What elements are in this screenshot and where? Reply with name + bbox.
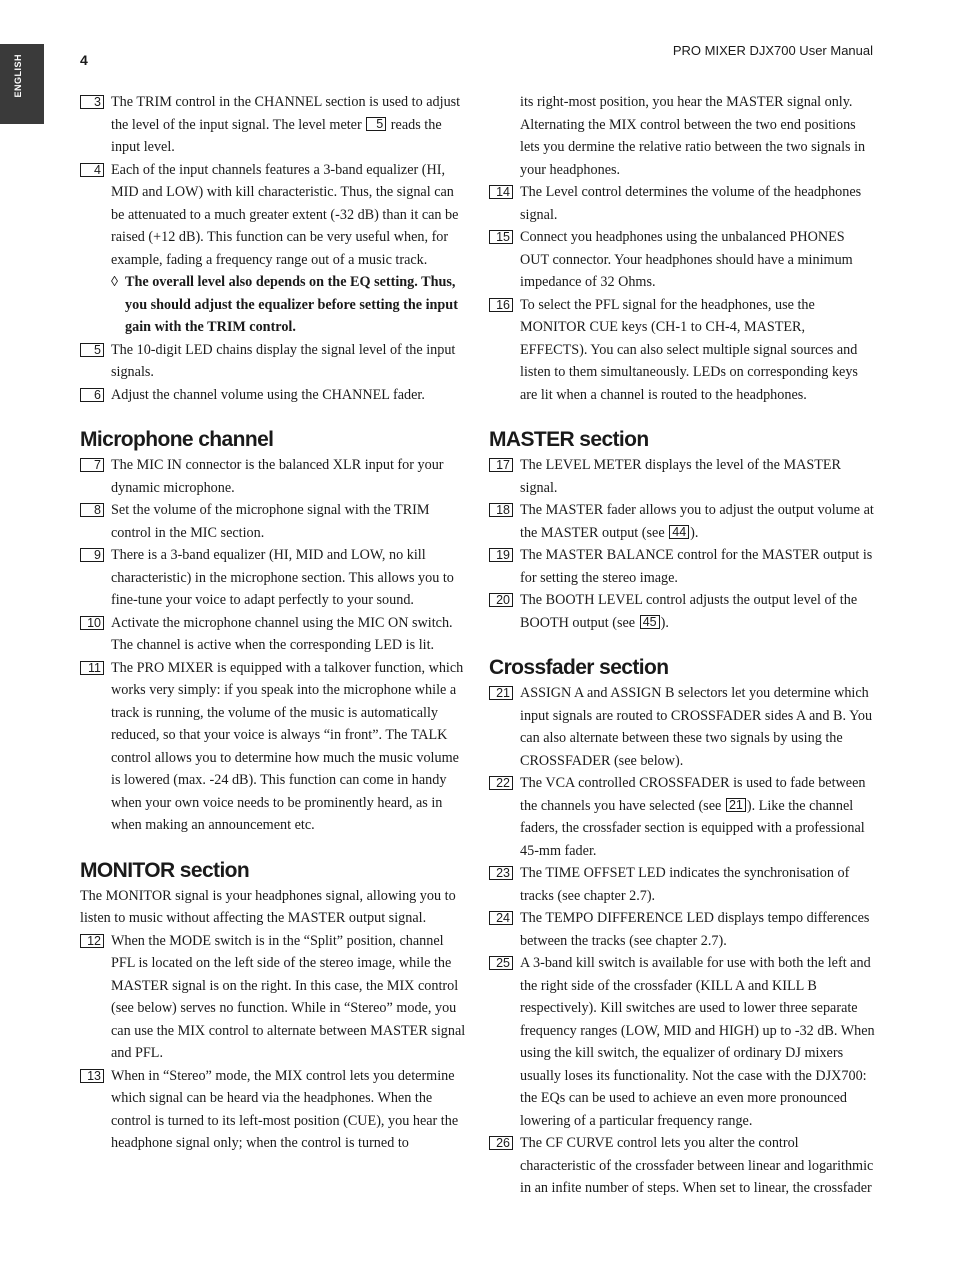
item-number: 12 bbox=[80, 934, 104, 948]
list-item: 19 The MASTER BALANCE control for the MASTER output is for setting the stereo image. bbox=[489, 544, 875, 589]
item-number: 20 bbox=[489, 593, 513, 607]
item-number: 8 bbox=[80, 503, 104, 517]
item-text: The Level control determines the volume of the headphones signal. bbox=[520, 184, 862, 223]
list-item: 4 Each of the input channels features a 3-band equalizer (HI, MID and LOW) with kill characteristic. Thus, the signal can be attenuated to a much greater extent (-32 dB) than it can be raised (+12 dB). This function can be very useful when, for example, fading a frequency range out of a music track. bbox=[80, 159, 466, 272]
item-number: 25 bbox=[489, 956, 513, 970]
item-number: 23 bbox=[489, 866, 513, 880]
list-item bbox=[80, 499, 466, 544]
item-text: When in “Stereo” mode, the MIX control lets you determine which signal can be heard via the headphones. When the control is turned to its left-most position (CUE), you hear the headphone signal only; when the control is turned to bbox=[111, 1067, 459, 1151]
item-number: 13 bbox=[80, 1069, 104, 1083]
list-item bbox=[489, 952, 875, 1132]
list-item bbox=[489, 1132, 875, 1200]
list-item bbox=[489, 226, 875, 294]
item-text: To select the PFL signal for the headphones, use the MONITOR CUE keys (CH-1 to CH-4, MASTER, EFFECTS). You can also select multiple signal sources and listen to them simultaneously. LEDs on corresponding keys are lit when a channel is routed to the headphones. bbox=[520, 296, 858, 403]
item-text: Adjust the channel volume using the CHANNEL fader. bbox=[111, 386, 425, 403]
list-item: 20 The BOOTH LEVEL control adjusts the output level of the BOOTH output (see 45 ). bbox=[489, 589, 875, 634]
list-item: 3 The TRIM control in the CHANNEL section is used to adjust the level of the input signal. The level meter 5 reads the input level. bbox=[80, 91, 466, 159]
item-text: The TEMPO DIFFERENCE LED displays tempo differences between the tracks (see chapter 2.7). bbox=[520, 910, 870, 949]
cross-reference: 44 bbox=[669, 525, 689, 539]
list-item bbox=[80, 544, 466, 612]
list-item bbox=[80, 384, 466, 407]
list-item bbox=[80, 612, 466, 657]
item-text: The PRO MIXER is equipped with a talkover function, which works very simply: if you speak into the microphone while a track is running, the volume of the music is automatically reduced, so that your voice is always “in front”. The TALK control allows you to determine how much the music volume is lowered (max. -24 dB). This function can come in handy when your own voice needs to be prominently heard, as in when making an announcement etc. bbox=[111, 659, 464, 833]
cross-reference: 21 bbox=[726, 798, 746, 812]
item-text: There is a 3-band equalizer (HI, MID and LOW, no kill characteristic) in the microphone section. This allows you to fine-tune your voice to adapt perfectly to your sound. bbox=[111, 547, 454, 608]
item-text: Connect you headphones using the unbalanced PHONES OUT connector. Your headphones should have a minimum impedance of 32 Ohms. bbox=[520, 229, 853, 290]
note: ◊ The overall level also depends on the EQ setting. Thus, you should adjust the equalizer before setting the input gain with the TRIM control. bbox=[80, 271, 466, 339]
item-text: Activate the microphone channel using the MIC ON switch. The channel is active when the corresponding LED is lit. bbox=[111, 614, 453, 653]
section-heading: MONITOR section bbox=[80, 858, 250, 882]
item-number: 22 bbox=[489, 776, 513, 790]
item-number: 26 bbox=[489, 1136, 513, 1150]
section-intro: The MONITOR signal is your headphones signal, allowing you to listen to music without affecting the MASTER output signal. bbox=[80, 887, 456, 926]
item-text: Set the volume of the microphone signal with the TRIM control in the MIC section. bbox=[111, 502, 430, 541]
cross-reference: 5 bbox=[366, 117, 386, 131]
item-number: 24 bbox=[489, 911, 513, 925]
item-number: 21 bbox=[489, 686, 513, 700]
item-number: 5 bbox=[80, 343, 104, 357]
list-item bbox=[80, 339, 466, 384]
list-item bbox=[80, 1065, 466, 1155]
item-number: 9 bbox=[80, 548, 104, 562]
list-item bbox=[80, 454, 466, 499]
item-number: 17 bbox=[489, 458, 513, 472]
right-column bbox=[489, 91, 875, 1200]
section-heading: Crossfader section bbox=[489, 656, 669, 679]
running-header: PRO MIXER DJX700 User Manual bbox=[672, 43, 873, 58]
item-number: 6 bbox=[80, 388, 104, 402]
item-number: 14 bbox=[489, 185, 513, 199]
item-text: The TIME OFFSET LED indicates the synchronisation of tracks (see chapter 2.7). bbox=[520, 865, 850, 904]
item-number: 19 bbox=[489, 548, 513, 562]
list-item bbox=[80, 657, 466, 837]
language-label: ENGLISH bbox=[13, 54, 23, 98]
section-heading: Microphone channel bbox=[80, 428, 274, 451]
item-number: 18 bbox=[489, 503, 513, 517]
item-text: A 3-band kill switch is available for use with both the left and the right side of the crossfader (KILL A and KILL B respectively). Kill switches are used to lower three separate frequency ranges (LOW, MID and HIGH) up to -32 dB. When using the kill switch, the equalizer of ordinary DJ mixers usually loses its functionality. Not the case with the DJX700: the EQs can be used to achieve an even more pronounced lowering of a particular frequency range. bbox=[520, 955, 875, 1129]
language-tab bbox=[0, 44, 44, 124]
list-item bbox=[489, 907, 875, 952]
item-text: The 10-digit LED chains display the signal level of the input signals. bbox=[111, 341, 456, 380]
item-text: The MIC IN connector is the balanced XLR input for your dynamic microphone. bbox=[111, 457, 444, 496]
list-item: 21 ASSIGN A and ASSIGN B selectors let you determine which input signals are routed to CROSSFADER sides A and B. You can also alternate between these two signals by using the CROSSFADER (see below). bbox=[489, 682, 875, 772]
item-text: The CF CURVE control lets you alter the control characteristic of the crossfader between linear and logarithmic in an infite number of steps. When set to linear, the crossfader bbox=[520, 1135, 874, 1196]
item-number: 4 bbox=[80, 163, 104, 177]
item-number: 10 bbox=[80, 616, 104, 630]
item-number: 3 bbox=[80, 95, 104, 109]
item-number: 15 bbox=[489, 230, 513, 244]
left-column bbox=[80, 91, 466, 1155]
list-item bbox=[80, 930, 466, 1065]
cross-reference: 45 bbox=[640, 615, 660, 629]
list-item bbox=[489, 181, 875, 226]
item-text: When the MODE switch is in the “Split” position, channel PFL is located on the left side of the stereo image, while the MASTER signal is on the right. In this case, the MIX control (see below) serves no function. While in “Stereo” mode, you can use the MIX control to alternate between MASTER signal and PFL. bbox=[111, 932, 466, 1061]
list-item: 18 The MASTER fader allows you to adjust the output volume at the MASTER output (see 44 ). bbox=[489, 499, 875, 544]
item-number: 16 bbox=[489, 298, 513, 312]
item-number: 11 bbox=[80, 661, 104, 675]
list-item bbox=[489, 294, 875, 407]
item-number: 7 bbox=[80, 458, 104, 472]
list-item bbox=[489, 862, 875, 907]
list-item: 22 The VCA controlled CROSSFADER is used to fade between the channels you have selected (see 21 ). Like the channel faders, the crossfader section is equipped with a professional 45-mm fader. bbox=[489, 772, 875, 862]
page-number: 4 bbox=[80, 52, 88, 68]
note-icon: ◊ bbox=[111, 274, 119, 290]
section-heading: MASTER section bbox=[489, 428, 649, 451]
continued-text: its right-most position, you hear the MASTER signal only. Alternating the MIX control between the two end positions lets you dermine the relative ratio between the two signals in your headphones. bbox=[520, 94, 866, 178]
list-item: 17 The LEVEL METER displays the level of the MASTER signal. bbox=[489, 454, 875, 499]
